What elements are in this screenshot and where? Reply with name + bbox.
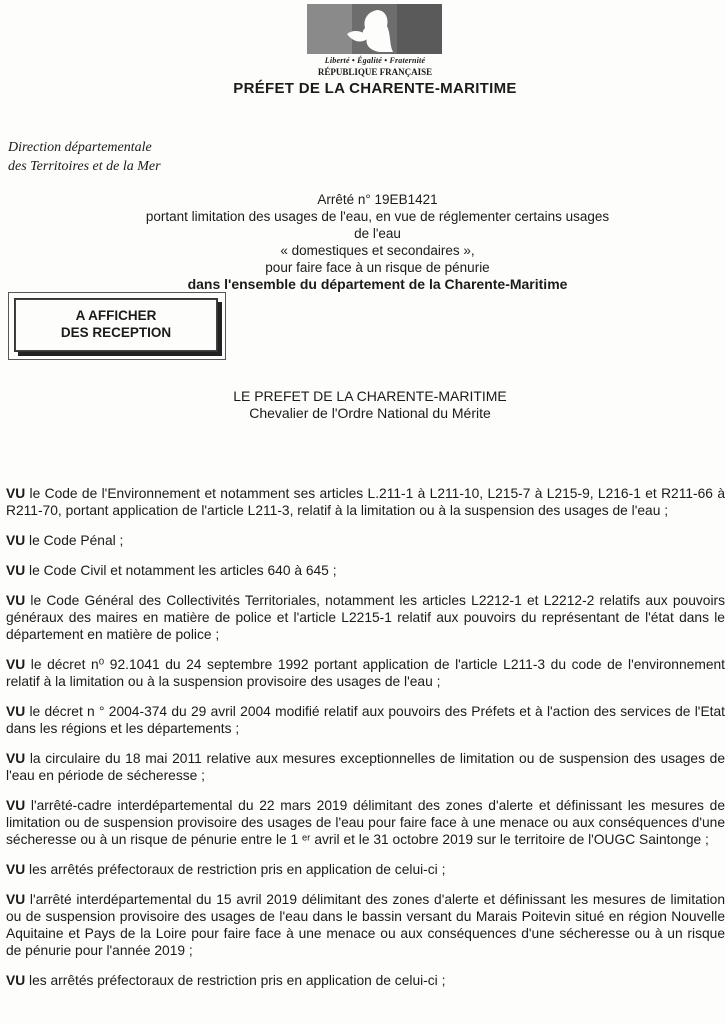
consideration-item [6,972,725,989]
vu-keyword: VU [6,797,26,813]
signatory-block [160,388,580,422]
consideration-text: le Code Général des Collectivités Territoriales, notamment les articles L2212-1 et L2212-2 relatifs aux pouvoirs généraux des maires en matière de police et l'article L2215-1 relatif aux pouvoirs du représentant de l'état dans le département en matière de police ; [6,592,725,642]
consideration-text: la circulaire du 18 mai 2011 relative aux mesures exceptionnelles de limitation ou de suspension des usages de l'eau en période de sécheresse ; [6,750,725,783]
decree-number: Arrêté n° 19EB1421 [317,192,438,207]
vu-keyword: VU [6,486,26,501]
consideration-item [6,797,725,849]
consideration-item [6,891,725,960]
consideration-item [6,656,725,690]
signatory-honour: Chevalier de l'Ordre National du Mérite [249,405,491,421]
consideration-item [6,562,725,579]
republic-name: RÉPUBLIQUE FRANÇAISE [317,67,433,77]
consideration-item [6,861,725,878]
consideration-item [6,592,725,644]
vu-keyword: VU [6,703,26,719]
vu-keyword: VU [6,592,26,608]
posting-stamp [14,298,218,352]
vu-keyword: VU [6,750,26,766]
vu-keyword: VU [6,562,26,578]
consideration-text: le Code de l'Environnement et notamment ses articles L.211-1 à L211-10, L215-7 à L215-9, L216-1 et R211-66 à R211-70, portant application de l'article L211-3, relatif à la limitation ou à la suspension des usages de l'eau ; [6,486,725,519]
stamp-line-2: DES RECEPTION [60,325,172,340]
marianne-logo-icon [307,4,442,54]
decree-subject-line: « domestiques et secondaires », [280,243,475,258]
directorate-line-2: des Territoires et de la Mer [8,159,161,174]
vu-keyword: VU [6,973,26,989]
republic-motto: Liberté • Égalité • Fraternité [324,56,426,65]
prefecture-title: PRÉFET DE LA CHARENTE-MARITIME [233,80,517,97]
signatory-title: LE PREFET DE LA CHARENTE-MARITIME [233,388,507,404]
vu-keyword: VU [6,656,26,672]
consideration-text: l'arrêté interdépartemental du 15 avril 2019 délimitant des zones d'alerte et définissant les mesures de limitation ou de suspension provisoire des usages de l'eau dans le bassin versant du Marais Poitevin situé en région Nouvelle Aquitaine et Pays de la Loire pour faire face à une menace ou aux conséquences d'une sécheresse ou à un risque de pénurie pour l'année 2019 ; [6,891,725,959]
consideration-item [6,750,725,784]
consideration-text: les arrêtés préfectoraux de restriction pris en application de celui-ci ; [25,862,446,877]
considerations-list [6,485,725,1002]
decree-scope: dans l'ensemble du département de la Charente-Maritime [187,276,568,292]
consideration-text: le Code Civil et notamment les articles 640 à 645 ; [25,562,337,578]
consideration-text: le décret n ° 2004-374 du 29 avril 2004 modifié relatif aux pouvoirs des Préfets et à l'action des services de l'Etat dans les régions et les départements ; [6,703,725,736]
stamp-line-1: A AFFICHER [75,308,157,323]
vu-keyword: VU [6,862,26,877]
consideration-text: le Code Pénal ; [25,533,124,548]
consideration-text: les arrêtés préfectoraux de restriction pris en application de celui-ci ; [25,973,446,989]
consideration-text: le décret n⁰ 92.1041 du 24 septembre 1992 portant application de l'article L211-3 du code de l'environnement relatif à la limitation ou à la suspension provisoire des usages de l'eau ; [6,656,725,689]
consideration-item [6,703,725,737]
decree-subject-line: pour faire face à un risque de pénurie [265,260,490,275]
consideration-item [6,532,725,549]
issuing-directorate [8,138,161,176]
vu-keyword: VU [6,533,26,548]
decree-heading [140,191,615,293]
decree-subject-line: portant limitation des usages de l'eau, en vue de réglementer certains usages de l'eau [145,209,610,241]
consideration-item [6,485,725,519]
vu-keyword: VU [6,891,26,907]
consideration-text: l'arrêté-cadre interdépartemental du 22 mars 2019 délimitant des zones d'alerte et définissant les mesures de limitation ou de suspension provisoire des usages de l'eau pour faire face à une menace ou aux conséquences d'une sécheresse ou à un risque de pénurie entre le 1 ᵉʳ avril et le 31 octobre 2019 sur le territoire de l'OUGC Saintonge ; [6,797,725,848]
directorate-line-1: Direction départementale [8,140,152,155]
